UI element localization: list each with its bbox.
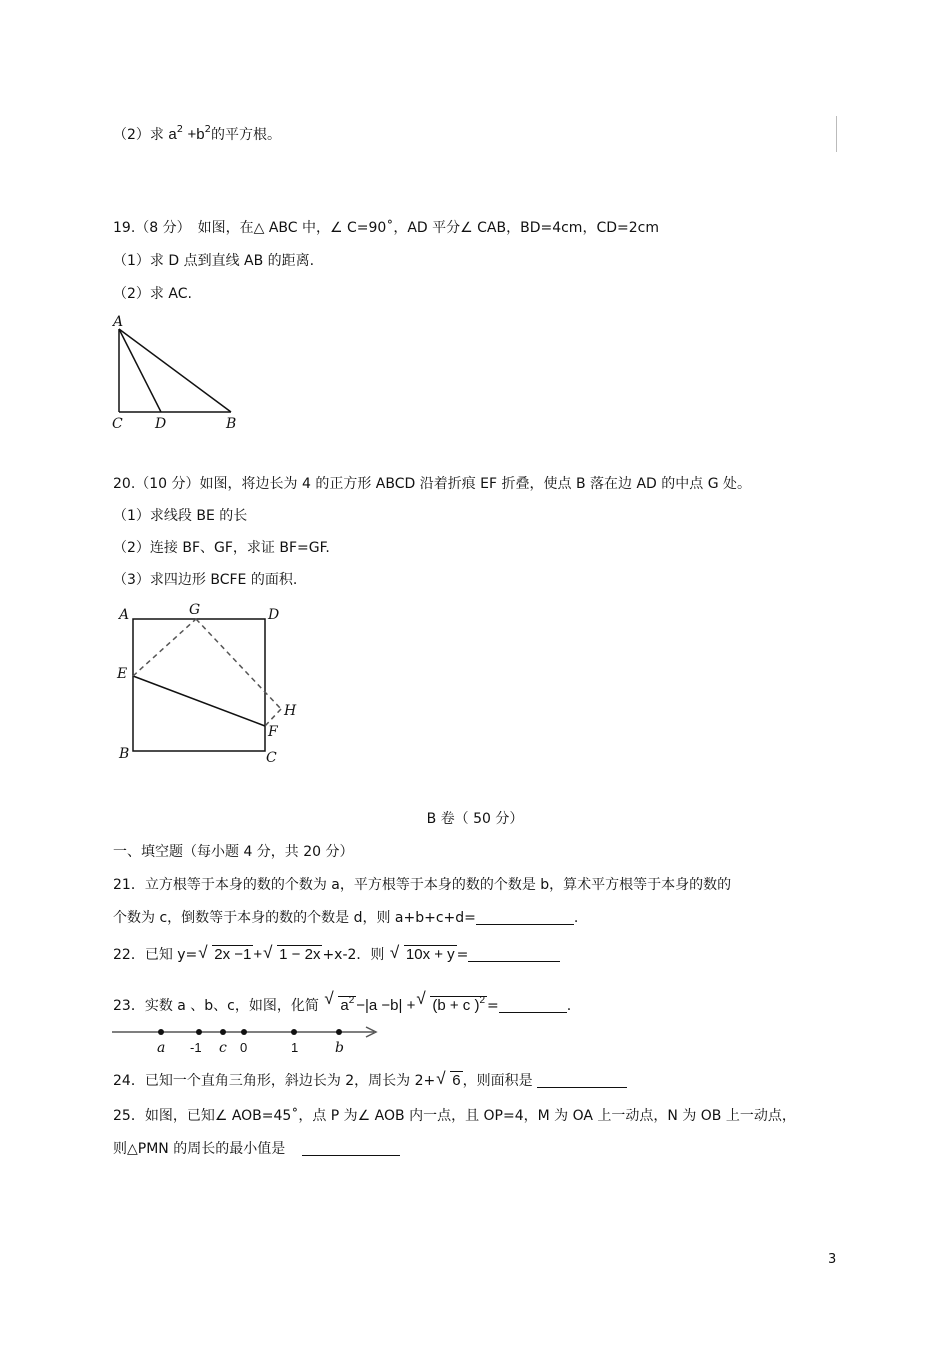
point-0	[241, 1029, 247, 1035]
label-F: F	[268, 724, 278, 740]
radical-2x-1: √ 2x −1	[198, 945, 253, 965]
label-E: E	[117, 666, 128, 682]
answer-blank-22	[468, 947, 560, 962]
section-b-title: B 卷（ 50 分）	[426, 811, 524, 827]
number-line	[110, 1020, 390, 1060]
label-G: G	[189, 602, 201, 618]
q20-part1: （1）求线段 BE 的长	[113, 508, 248, 524]
q25-line2: 则△PMN 的周长的最小值是	[113, 1139, 400, 1159]
label-D: D	[268, 607, 280, 623]
answer-blank-23	[499, 998, 567, 1013]
q18-part2: （2）求 $a^2 +b^2$的平方根。	[113, 124, 282, 143]
page-number: 3	[828, 1252, 837, 1267]
point-b	[336, 1029, 342, 1035]
label-D: D	[155, 416, 167, 432]
label-H: H	[284, 703, 297, 719]
q22: 22．已知 y=√ 2x −1 +√ 1 − 2x +x-2．则 √ 10x + y =	[113, 945, 560, 965]
folded-outline	[133, 619, 281, 726]
fold-line-ef	[133, 676, 265, 726]
point-a	[158, 1029, 164, 1035]
point-neg1	[196, 1029, 202, 1035]
radical-b-plus-c-squared: √ (b + c )$^2$	[416, 991, 487, 1016]
answer-blank-21	[476, 910, 574, 925]
label-B: B	[119, 746, 130, 762]
axis-label-b: b	[335, 1040, 344, 1056]
q24: 24．已知一个直角三角形，斜边长为 2，周长为 2+√ 6 ，则面积是	[113, 1071, 627, 1091]
q19-triangle-figure	[105, 312, 255, 437]
margin-rule	[836, 116, 837, 152]
section-b-subtitle: 一、填空题（每小题 4 分，共 20 分）	[113, 844, 354, 860]
axis-label-0: 0	[240, 1040, 248, 1055]
q20-square-figure	[110, 598, 310, 770]
axis-label-c: c	[219, 1040, 227, 1056]
point-1	[291, 1029, 297, 1035]
expr-a: a	[168, 126, 177, 143]
radical-10x-y: √ 10x + y	[390, 945, 457, 965]
triangle-lines	[119, 329, 231, 412]
expr-plus-b: +b	[187, 126, 205, 143]
q21-line1: 21．立方根等于本身的数的个数为 a，平方根等于本身的数的个数是 b，算术平方根等于本身的数的	[113, 877, 732, 893]
q19-header: 19.（8 分） 如图，在△ ABC 中，∠ C=90˚，AD 平分∠ CAB，BD=4cm，CD=2cm	[113, 220, 659, 236]
square-abcd	[133, 619, 265, 751]
answer-blank-24	[537, 1073, 627, 1088]
point-c	[220, 1029, 226, 1035]
q19-part1: （1）求 D 点到直线 AB 的距离.	[113, 253, 315, 269]
label-B: B	[226, 416, 237, 432]
q20-part2: （2）连接 BF、GF，求证 BF=GF.	[113, 540, 330, 556]
axis-label-a: a	[157, 1040, 166, 1056]
label-A: A	[119, 607, 130, 623]
radical-1-2x: √ 1 − 2x	[263, 945, 322, 965]
axis-label-neg1: -1	[190, 1040, 202, 1055]
label-A: A	[113, 314, 124, 330]
axis-label-1: 1	[291, 1040, 299, 1055]
q20-part3: （3）求四边形 BCFE 的面积.	[113, 572, 298, 588]
label-C: C	[266, 750, 277, 766]
q20-header: 20.（10 分）如图，将边长为 4 的正方形 ABCD 沿着折痕 EF 折叠，使点 B 落在边 AD 的中点 G 处。	[113, 476, 752, 492]
label-C: C	[112, 416, 123, 432]
q25-line1: 25．如图，已知∠ AOB=45˚，点 P 为∠ AOB 内一点，且 OP=4，M 为 OA 上一动点，N 为 OB 上一动点，	[113, 1108, 796, 1124]
q23: 23．实数 a 、b、c，如图，化简 √ $a^2 -|a -b|$ +√ (b + c )$^2$ = .	[113, 991, 571, 1016]
radical-a-squared: √ $a^2$	[324, 991, 356, 1016]
radical-6: √ 6	[436, 1071, 462, 1091]
q19-part2: （2）求 AC.	[113, 286, 192, 302]
q21-line2: 个数为 c，倒数等于本身的数的个数是 d，则 a+b+c+d= .	[113, 910, 579, 926]
answer-blank-25	[302, 1141, 400, 1156]
